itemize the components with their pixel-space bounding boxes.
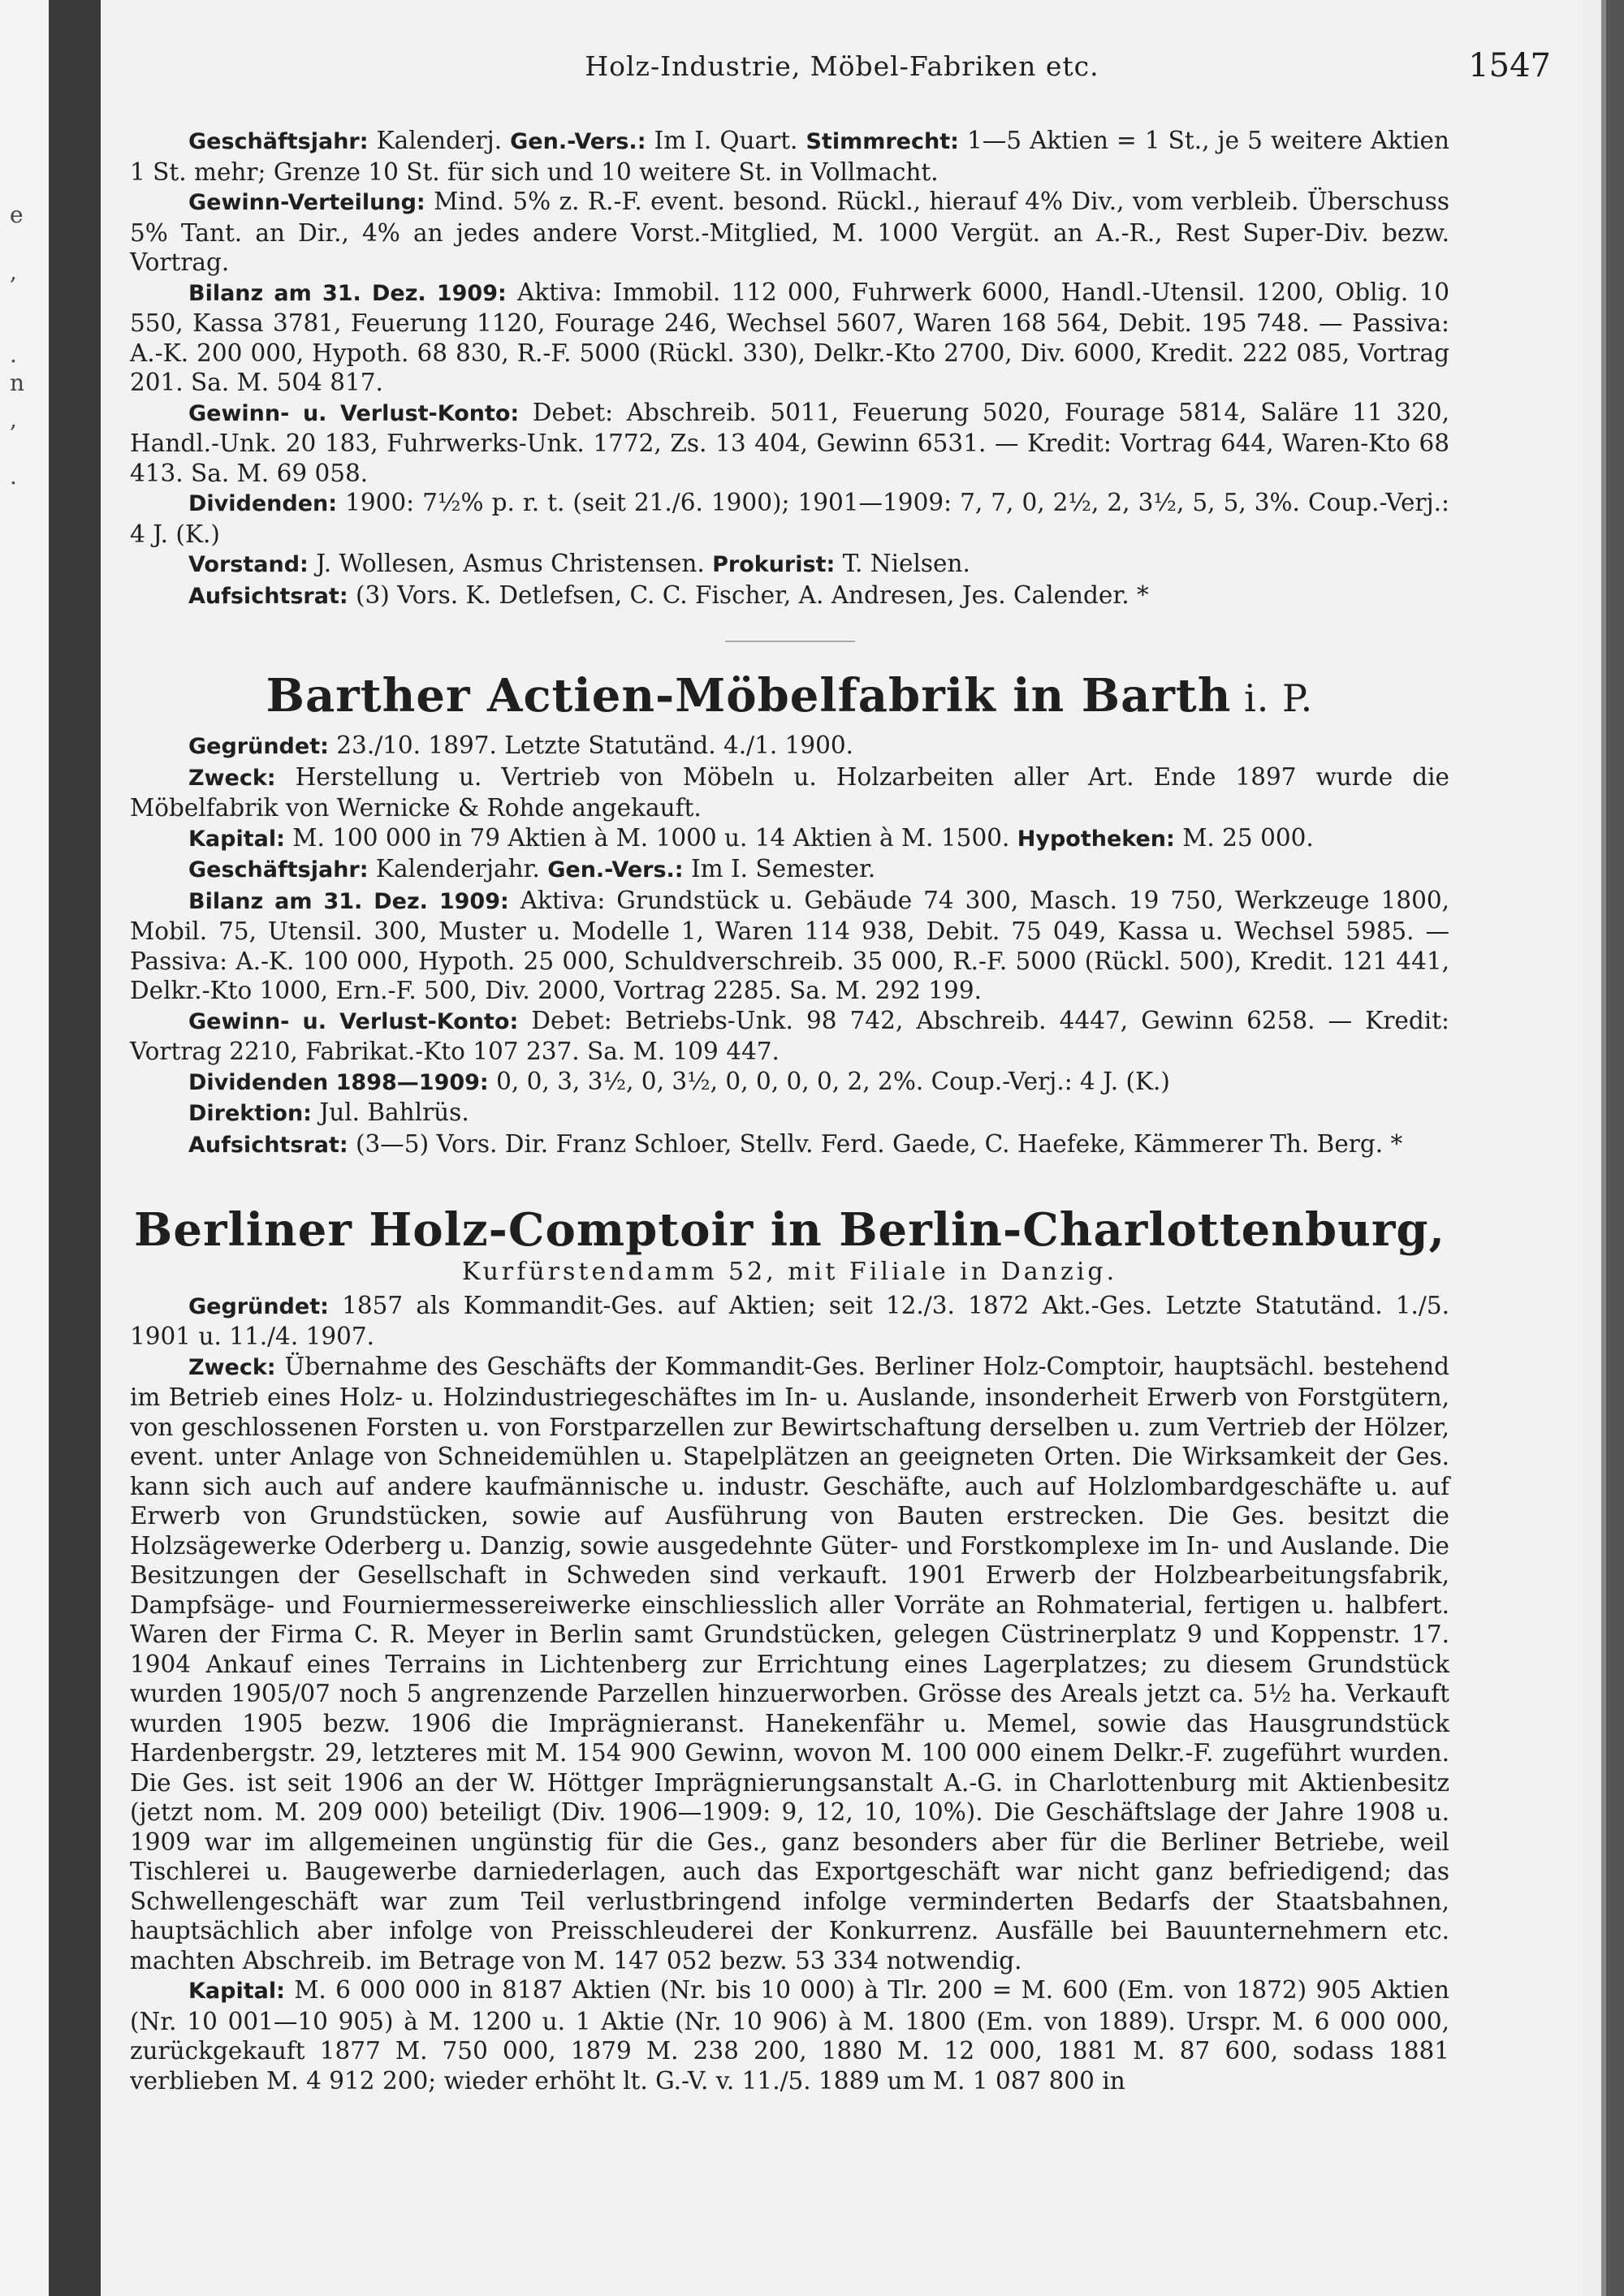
entry-paragraph [130, 823, 1449, 855]
field-text: (3—5) Vors. Dir. Franz Schloer, Stellv. Ferd. Gaede, C. Haefeke, Kämmerer Th. Berg. * [348, 1129, 1403, 1158]
field-label: Prokurist: [712, 552, 836, 577]
field-label: Kapital: [188, 1979, 285, 2004]
entry-paragraph [130, 1006, 1449, 1067]
field-text: Kalenderj. [368, 127, 511, 154]
field-label: Aufsichtsrat: [188, 1132, 348, 1158]
company-title-berlin: Berliner Holz-Comptoir in Berlin-Charlottenburg, [133, 1203, 1445, 1257]
field-text: 23./10. 1897. Letzte Statutänd. 4./1. 1900. [328, 732, 854, 759]
entry-paragraph [130, 1352, 1449, 1976]
field-label: Geschäftsjahr: [188, 129, 369, 154]
field-text: Herstellung u. Vertrieb von Möbeln u. Holzarbeiten aller Art. Ende 1897 wurde die Möbelfabrik von Wernicke & Rohde angekauft. [130, 762, 1449, 822]
field-label: Gegründet: [188, 734, 329, 759]
page-content [130, 126, 1449, 2095]
field-text: Aktiva: Grundstück u. Gebäude 74 300, Masch. 19 750, Werkzeuge 1800, Mobil. 75, Utensil. 300, Muster u. Modelle 1, Waren 114 938, Debit. 75 049, Kassa u. Wechsel 5985. — Passiva: A.-K. 100 000, Hypoth. 25 000, Schuldverschreib. 35 000, R.-F. 5000 (Rückl. 500), Kredit. 121 441, Delkr.-Kto 1000, Ern.-F. 500, Div. 2000, Vortrag 2285. Sa. M. 292 199. [130, 886, 1449, 1004]
margin-mark: n [10, 369, 25, 396]
field-label: Kapital: [188, 826, 285, 852]
field-label: Bilanz am 31. Dez. 1909: [188, 280, 507, 306]
field-text: (3) Vors. K. Detlefsen, C. C. Fischer, A. Andresen, Jes. Calender. * [348, 580, 1149, 609]
margin-mark: , [10, 406, 17, 433]
margin-mark: . [10, 341, 17, 368]
entry-paragraph [130, 1129, 1449, 1161]
field-label: Stimmrecht: [806, 129, 959, 154]
field-text: Übernahme des Geschäfts der Kommandit-Ges. Berliner Holz-Comptoir, hauptsächl. bestehend im Betrieb eines Holz- u. Holzindustriegeschäftes im In- u. Auslande, insonderheit Erwerb von Forstgütern, von geschlossenen Forsten u. von Forstparzellen zur Bewirtschaftung derselben u. zum Vertrieb der Hölzer, event. unter Anlage von Schneidemühlen u. Stapelplätzen an geeigneten Orten. Die Wirksamkeit der Ges. kann sich auch auf andere kaufmännische u. industr. Geschäfte, auch auf Holzlombardgeschäfte u. auf Erwerb von Grundstücken, sowie auf Ausführung von Bauten erstrecken. Die Ges. besitzt die Holzsägewerke Oderberg u. Danzig, sowie ausgedehnte Güter- und Forstkomplexe im In- und Auslande. Die Besitzungen der Gesellschaft in Schweden sind verkauft. 1901 Erwerb der Holzbearbeitungsfabrik, Dampfsäge- und Fourniermessereiwerke einschliesslich aller Vorräte an Rohmaterial, fertigen u. halbfert. Waren der Firma C. R. Meyer in Berlin samt Grundstücken, gelegen Cüstrinerplatz 9 und Koppenstr. 17. 1904 Ankauf eines Terrains in Lichtenberg zur Errichtung eines Lagerplatzes; zu diesem Grundstück wurden 1905/07 noch 5 angrenzende Parzellen hinzuerworben. Grösse des Areals jetzt ca. 5½ ha. Verkauft wurden 1905 bezw. 1906 die Imprägnieranst. Hanekenfähr u. Memel, sowie das Hausgrundstück Hardenbergstr. 29, letzteres mit M. 154 900 Gewinn, wovon M. 100 000 einem Delkr.-F. zugeführt wurden. Die Ges. ist seit 1906 an der W. Höttger Imprägnierungsanstalt A.-G. in Charlottenburg mit Aktienbesitz (jetzt nom. M. 209 000) beteiligt (Div. 1906—1909: 9, 12, 10, 10%). Die Geschäftslage der Jahre 1908 u. 1909 war im allgemeinen ungünstig für die Ges., ganz besonders aber für die Berliner Betriebe, weil Tischlerei u. Baugewerbe darniederlagen, auch das Exportgeschäft war nicht ganz befriedigend; das Schwellengeschäft war zum Teil verlustbringend infolge verminderten Bedarfs der Staatsbahnen, hauptsächlich aber infolge von Preisschleuderei der Konkurrenz. Ausfälle bei Bauunternehmern etc. machten Abschreib. im Betrage von M. 147 052 bezw. 53 334 notwendig. [130, 1352, 1449, 1974]
field-text: 0, 0, 3, 3½, 0, 3½, 0, 0, 0, 0, 2, 2%. Coup.-Verj.: 4 J. (K.) [488, 1067, 1170, 1095]
company-location: i. P. [1231, 676, 1314, 720]
field-text: Jul. Bahlrüs. [311, 1098, 469, 1126]
field-text: M. 25 000. [1174, 823, 1314, 852]
field-label: Dividenden: [188, 491, 338, 516]
entry-paragraph [130, 1067, 1449, 1098]
field-text: M. 6 000 000 in 8187 Aktien (Nr. bis 10 000) à Tlr. 200 = M. 600 (Em. von 1872) 905 Aktien (Nr. 10 001—10 905) à M. 1200 u. 1 Aktie (Nr. 10 906) à M. 1800 (Em. von 1889). Urspr. M. 6 000 000, zurückgekauft 1877 M. 750 000, 1879 M. 238 200, 1880 M. 12 000, 1881 M. 87 600, sodass 1881 verblieben M. 4 912 200; wieder erhöht lt. G.-V. v. 11./5. 1889 um M. 1 087 800 in [130, 1976, 1449, 2095]
margin-mark: e [10, 201, 24, 228]
field-label: Vorstand: [188, 552, 309, 577]
field-text: 1900: 7½% p. r. t. (seit 21./6. 1900); 1901—1909: 7, 7, 0, 2½, 2, 3½, 5, 5, 3%. Coup.-Verj.: 4 J. (K.) [130, 489, 1449, 548]
field-text: Kalenderjahr. [368, 855, 548, 883]
section-separator [725, 641, 855, 642]
field-label: Aufsichtsrat: [188, 583, 348, 609]
entry-paragraph [130, 1975, 1449, 2095]
field-text: 1—5 Aktien = 1 St., je 5 weitere Aktien 1 St. mehr; Grenze 10 St. für sich und 10 weitere St. in Vollmacht. [130, 127, 1449, 186]
entry-paragraph [130, 762, 1449, 823]
field-text: 1857 als Kommandit-Ges. auf Aktien; seit 12./3. 1872 Akt.-Ges. Letzte Statutänd. 1./5. 1901 u. 11./4. 1907. [130, 1291, 1449, 1350]
entry-paragraph [130, 886, 1449, 1006]
company-title-barth [130, 670, 1449, 724]
field-text: Debet: Abschreib. 5011, Feuerung 5020, Fourage 5814, Saläre 11 320, Handl.-Unk. 20 183, Fuhrwerks-Unk. 1772, Zs. 13 404, Gewinn 6531. — Kredit: Vortrag 644, Waren-Kto 68 413. Sa. M. 69 058. [130, 398, 1450, 487]
entry-paragraph [130, 549, 1449, 580]
field-label: Bilanz am 31. Dez. 1909: [188, 888, 509, 914]
company-subtitle: Kurfürstendamm 52, mit Filiale in Danzig. [461, 1258, 1118, 1286]
margin-mark: , [10, 258, 17, 285]
page-header [133, 47, 1551, 91]
entry-paragraph [130, 126, 1449, 187]
field-text: Debet: Betriebs-Unk. 98 742, Abschreib. 4447, Gewinn 6258. — Kredit: Vortrag 2210, Fabrikat.-Kto 107 237. Sa. M. 109 447. [130, 1006, 1449, 1065]
field-label: Dividenden 1898—1909: [188, 1069, 489, 1095]
entry-paragraph [130, 278, 1449, 398]
page-edge-shadow [1606, 0, 1624, 2296]
book-gutter-shadow [49, 0, 101, 2296]
field-label: Direktion: [188, 1101, 312, 1126]
field-label: Gewinn- u. Verlust-Konto: [188, 400, 520, 426]
field-text: Aktiva: Immobil. 112 000, Fuhrwerk 6000, Handl.-Utensil. 1200, Oblig. 10 550, Kassa 3781, Feuerung 1120, Fourage 246, Wechsel 5607, Waren 168 564, Debit. 195 748. — Passiva: A.-K. 200 000, Hypoth. 68 830, R.-F. 5000 (Rückl. 330), Delkr.-Kto 2700, Div. 6000, Kredit. 222 085, Vortrag 201. Sa. M. 504 817. [130, 278, 1449, 396]
field-text: J. Wollesen, Asmus Christensen. [308, 550, 713, 577]
entry-paragraph [130, 731, 1449, 762]
field-text: Mind. 5% z. R.-F. event. besond. Rückl., hierauf 4% Div., vom verbleib. Überschuss 5% Tant. an Dir., 4% an jedes andere Vorst.-Mitglied, M. 1000 Vergüt. an A.-R., Rest Super-Div. bezw. Vortrag. [130, 188, 1449, 276]
field-text: Im I. Semester. [683, 855, 876, 883]
field-label: Gewinn- u. Verlust-Konto: [188, 1008, 519, 1034]
field-text: Im I. Quart. [646, 127, 806, 154]
entry-paragraph [130, 1098, 1449, 1129]
margin-mark: . [10, 463, 17, 490]
running-title: Holz-Industrie, Möbel-Fabriken etc. [585, 50, 1099, 82]
field-text: T. Nielsen. [835, 550, 970, 577]
entry-paragraph [130, 854, 1449, 886]
field-label: Geschäftsjahr: [188, 857, 369, 883]
field-label: Gewinn-Verteilung: [188, 190, 425, 215]
page-number: 1547 [1468, 47, 1551, 84]
field-label: Zweck: [188, 765, 276, 791]
entry-paragraph [130, 580, 1449, 612]
entry-paragraph [130, 488, 1449, 549]
company-name: Barther Actien-Möbelfabrik in Barth [266, 669, 1232, 723]
field-text: M. 100 000 in 79 Aktien à M. 1000 u. 14 Aktien à M. 1500. [284, 823, 1017, 852]
scanned-page [101, 0, 1583, 2296]
field-label: Gegründet: [188, 1293, 329, 1319]
field-label: Gen.-Vers.: [510, 129, 646, 154]
field-label: Zweck: [188, 1354, 276, 1380]
field-label: Gen.-Vers.: [547, 857, 684, 883]
left-margin-strip [0, 0, 49, 2296]
field-label: Hypotheken: [1017, 826, 1175, 852]
entry-paragraph [130, 1291, 1449, 1352]
entry-paragraph [130, 187, 1449, 278]
entry-paragraph [130, 398, 1449, 489]
